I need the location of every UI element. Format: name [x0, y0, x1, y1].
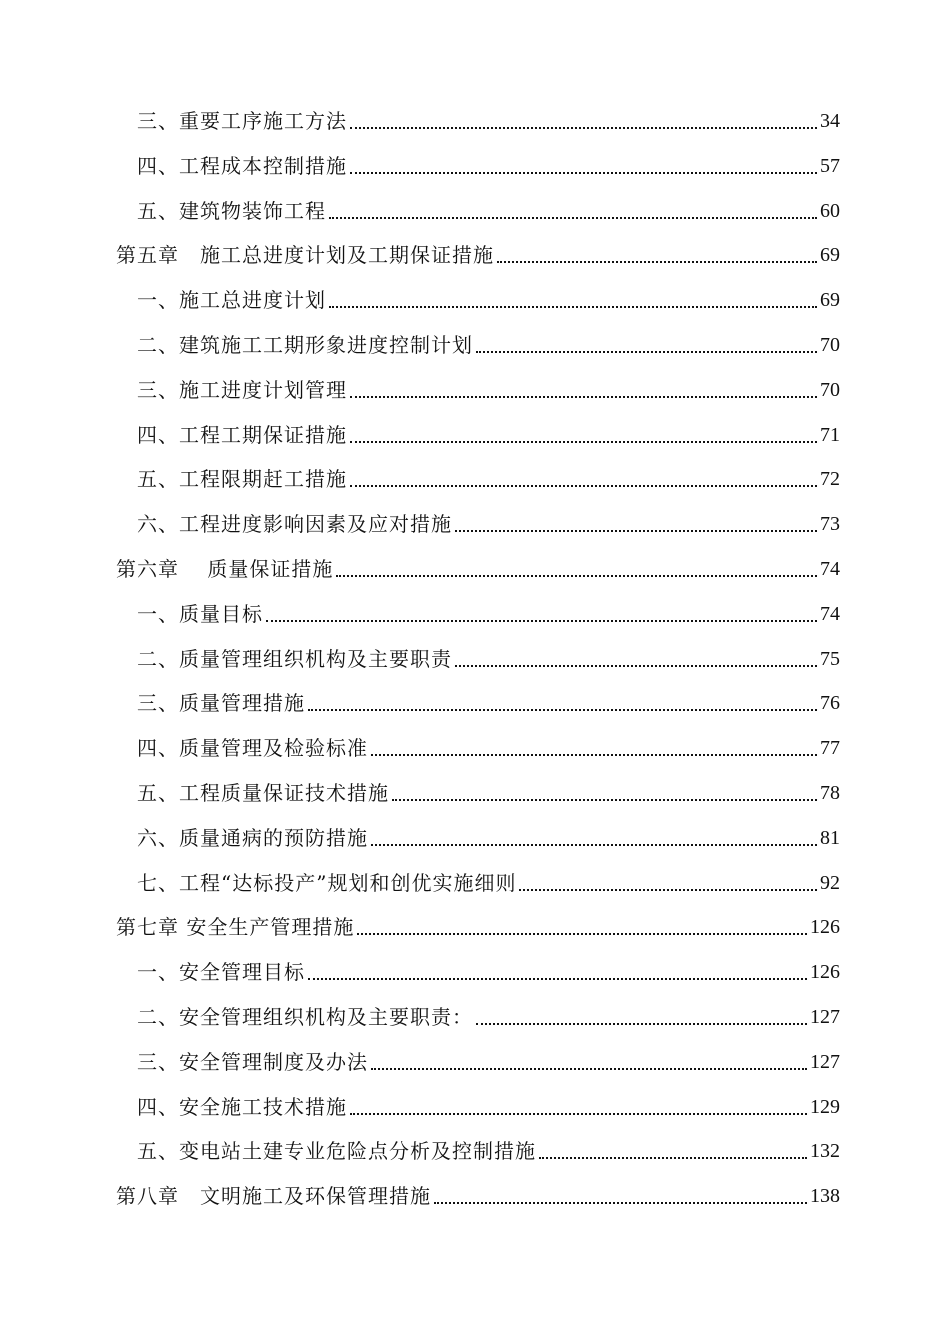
dot-leader — [371, 1067, 807, 1070]
toc-section-entry[interactable] — [137, 1047, 840, 1077]
toc-entry-page-number: 74 — [820, 602, 840, 625]
toc-entry-page-number: 72 — [820, 468, 840, 491]
toc-entry-page-number: 138 — [810, 1185, 840, 1208]
toc-entry-title: 三、重要工序施工方法 — [137, 109, 347, 133]
toc-chapter-entry[interactable] — [116, 554, 840, 584]
toc-entry-page-number: 70 — [820, 334, 840, 356]
toc-entry-page-number: 126 — [810, 961, 840, 984]
dot-leader — [350, 126, 817, 129]
toc-section-entry[interactable] — [137, 151, 840, 181]
toc-entry-title: 二、建筑施工工期形象进度控制计划 — [137, 333, 473, 357]
toc-entry-title: 三、施工进度计划管理 — [137, 377, 347, 402]
dot-leader — [350, 484, 817, 487]
dot-leader — [329, 305, 817, 308]
dot-leader — [350, 395, 817, 398]
dot-leader — [350, 440, 817, 443]
toc-entry-title: 四、质量管理及检验标准 — [137, 736, 368, 761]
toc-entry-title: 六、质量通病的预防措施 — [137, 825, 368, 850]
dot-leader — [336, 574, 817, 577]
dot-leader — [350, 171, 817, 174]
toc-entry-title: 七、工程“达标投产”规划和创优实施细则 — [137, 870, 517, 895]
toc-entry-title: 五、工程质量保证技术措施 — [137, 781, 389, 805]
toc-section-entry[interactable] — [137, 196, 840, 226]
toc-entry-title: 四、工程成本控制措施 — [137, 153, 347, 178]
toc-entry-title: 三、质量管理措施 — [137, 691, 305, 716]
toc-entry-page-number: 92 — [820, 871, 840, 894]
toc-entry-title: 第六章 质量保证措施 — [116, 557, 334, 581]
dot-leader — [434, 1201, 807, 1204]
dot-leader — [519, 888, 817, 891]
toc-chapter-entry[interactable] — [116, 1181, 840, 1211]
toc-entry-title: 二、安全管理组织机构及主要职责： — [137, 1005, 473, 1029]
dot-leader — [350, 1112, 807, 1115]
toc-section-entry[interactable] — [137, 285, 840, 315]
toc-entry-page-number: 69 — [820, 289, 840, 312]
toc-entry-page-number: 69 — [820, 244, 840, 267]
toc-entry-page-number: 60 — [820, 199, 840, 222]
dot-leader — [357, 932, 807, 935]
toc-entry-title: 五、变电站土建专业危险点分析及控制措施 — [137, 1139, 536, 1164]
toc-entry-title: 四、工程工期保证措施 — [137, 422, 347, 447]
dot-leader — [266, 619, 817, 622]
toc-section-entry[interactable] — [137, 1002, 840, 1032]
toc-entry-page-number: 78 — [820, 782, 840, 804]
dot-leader — [455, 529, 817, 532]
toc-section-entry[interactable] — [137, 509, 840, 539]
toc-entry-title: 第五章 施工总进度计划及工期保证措施 — [116, 243, 494, 268]
toc-entry-page-number: 129 — [810, 1095, 840, 1118]
dot-leader — [539, 1156, 807, 1159]
toc-entry-title: 五、建筑物装饰工程 — [137, 198, 326, 223]
toc-section-entry[interactable] — [137, 420, 840, 450]
dot-leader — [371, 843, 817, 846]
toc-section-entry[interactable] — [137, 868, 840, 898]
toc-section-entry[interactable] — [137, 375, 840, 405]
toc-entry-title: 一、质量目标 — [137, 601, 263, 626]
toc-entry-page-number: 75 — [820, 647, 840, 670]
toc-section-entry[interactable] — [137, 644, 840, 674]
toc-entry-page-number: 132 — [810, 1140, 840, 1163]
dot-leader — [308, 977, 807, 980]
toc-entry-title: 六、工程进度影响因素及应对措施 — [137, 512, 452, 537]
toc-entry-page-number: 71 — [820, 423, 840, 446]
toc-section-entry[interactable] — [137, 733, 840, 763]
toc-section-entry[interactable] — [137, 778, 840, 808]
toc-entry-page-number: 74 — [820, 558, 840, 580]
dot-leader — [476, 1022, 807, 1025]
toc-entry-title: 第七章 安全生产管理措施 — [116, 915, 355, 940]
dot-leader — [308, 708, 817, 711]
toc-entry-page-number: 127 — [810, 1006, 840, 1028]
toc-entry-title: 二、质量管理组织机构及主要职责 — [137, 646, 452, 671]
toc-section-entry[interactable] — [137, 106, 840, 136]
toc-entry-title: 三、安全管理制度及办法 — [137, 1049, 368, 1074]
dot-leader — [371, 753, 817, 756]
toc-entry-title: 四、安全施工技术措施 — [137, 1094, 347, 1119]
toc-section-entry[interactable] — [137, 1136, 840, 1166]
toc-section-entry[interactable] — [137, 688, 840, 718]
toc-section-entry[interactable] — [137, 464, 840, 494]
toc-entry-page-number: 57 — [820, 154, 840, 177]
toc-section-entry[interactable] — [137, 957, 840, 987]
toc-entry-title: 一、施工总进度计划 — [137, 288, 326, 313]
toc-entry-title: 五、工程限期赶工措施 — [137, 467, 347, 492]
toc-section-entry[interactable] — [137, 1092, 840, 1122]
toc-entry-page-number: 76 — [820, 692, 840, 715]
toc-entry-page-number: 73 — [820, 513, 840, 536]
toc-chapter-entry[interactable] — [116, 912, 840, 942]
dot-leader — [392, 798, 817, 801]
toc-chapter-entry[interactable] — [116, 240, 840, 270]
dot-leader — [497, 260, 817, 263]
toc-entry-page-number: 126 — [810, 916, 840, 939]
toc-section-entry[interactable] — [137, 823, 840, 853]
toc-entry-page-number: 81 — [820, 826, 840, 849]
toc-entry-page-number: 77 — [820, 737, 840, 760]
dot-leader — [476, 350, 817, 353]
dot-leader — [329, 216, 817, 219]
toc-entry-page-number: 34 — [820, 110, 840, 132]
toc-entry-page-number: 127 — [810, 1050, 840, 1073]
toc-entry-title: 一、安全管理目标 — [137, 960, 305, 985]
toc-section-entry[interactable] — [137, 599, 840, 629]
toc-entry-title: 第八章 文明施工及环保管理措施 — [116, 1184, 431, 1209]
dot-leader — [455, 664, 817, 667]
toc-section-entry[interactable] — [137, 330, 840, 360]
toc-entry-page-number: 70 — [820, 378, 840, 401]
